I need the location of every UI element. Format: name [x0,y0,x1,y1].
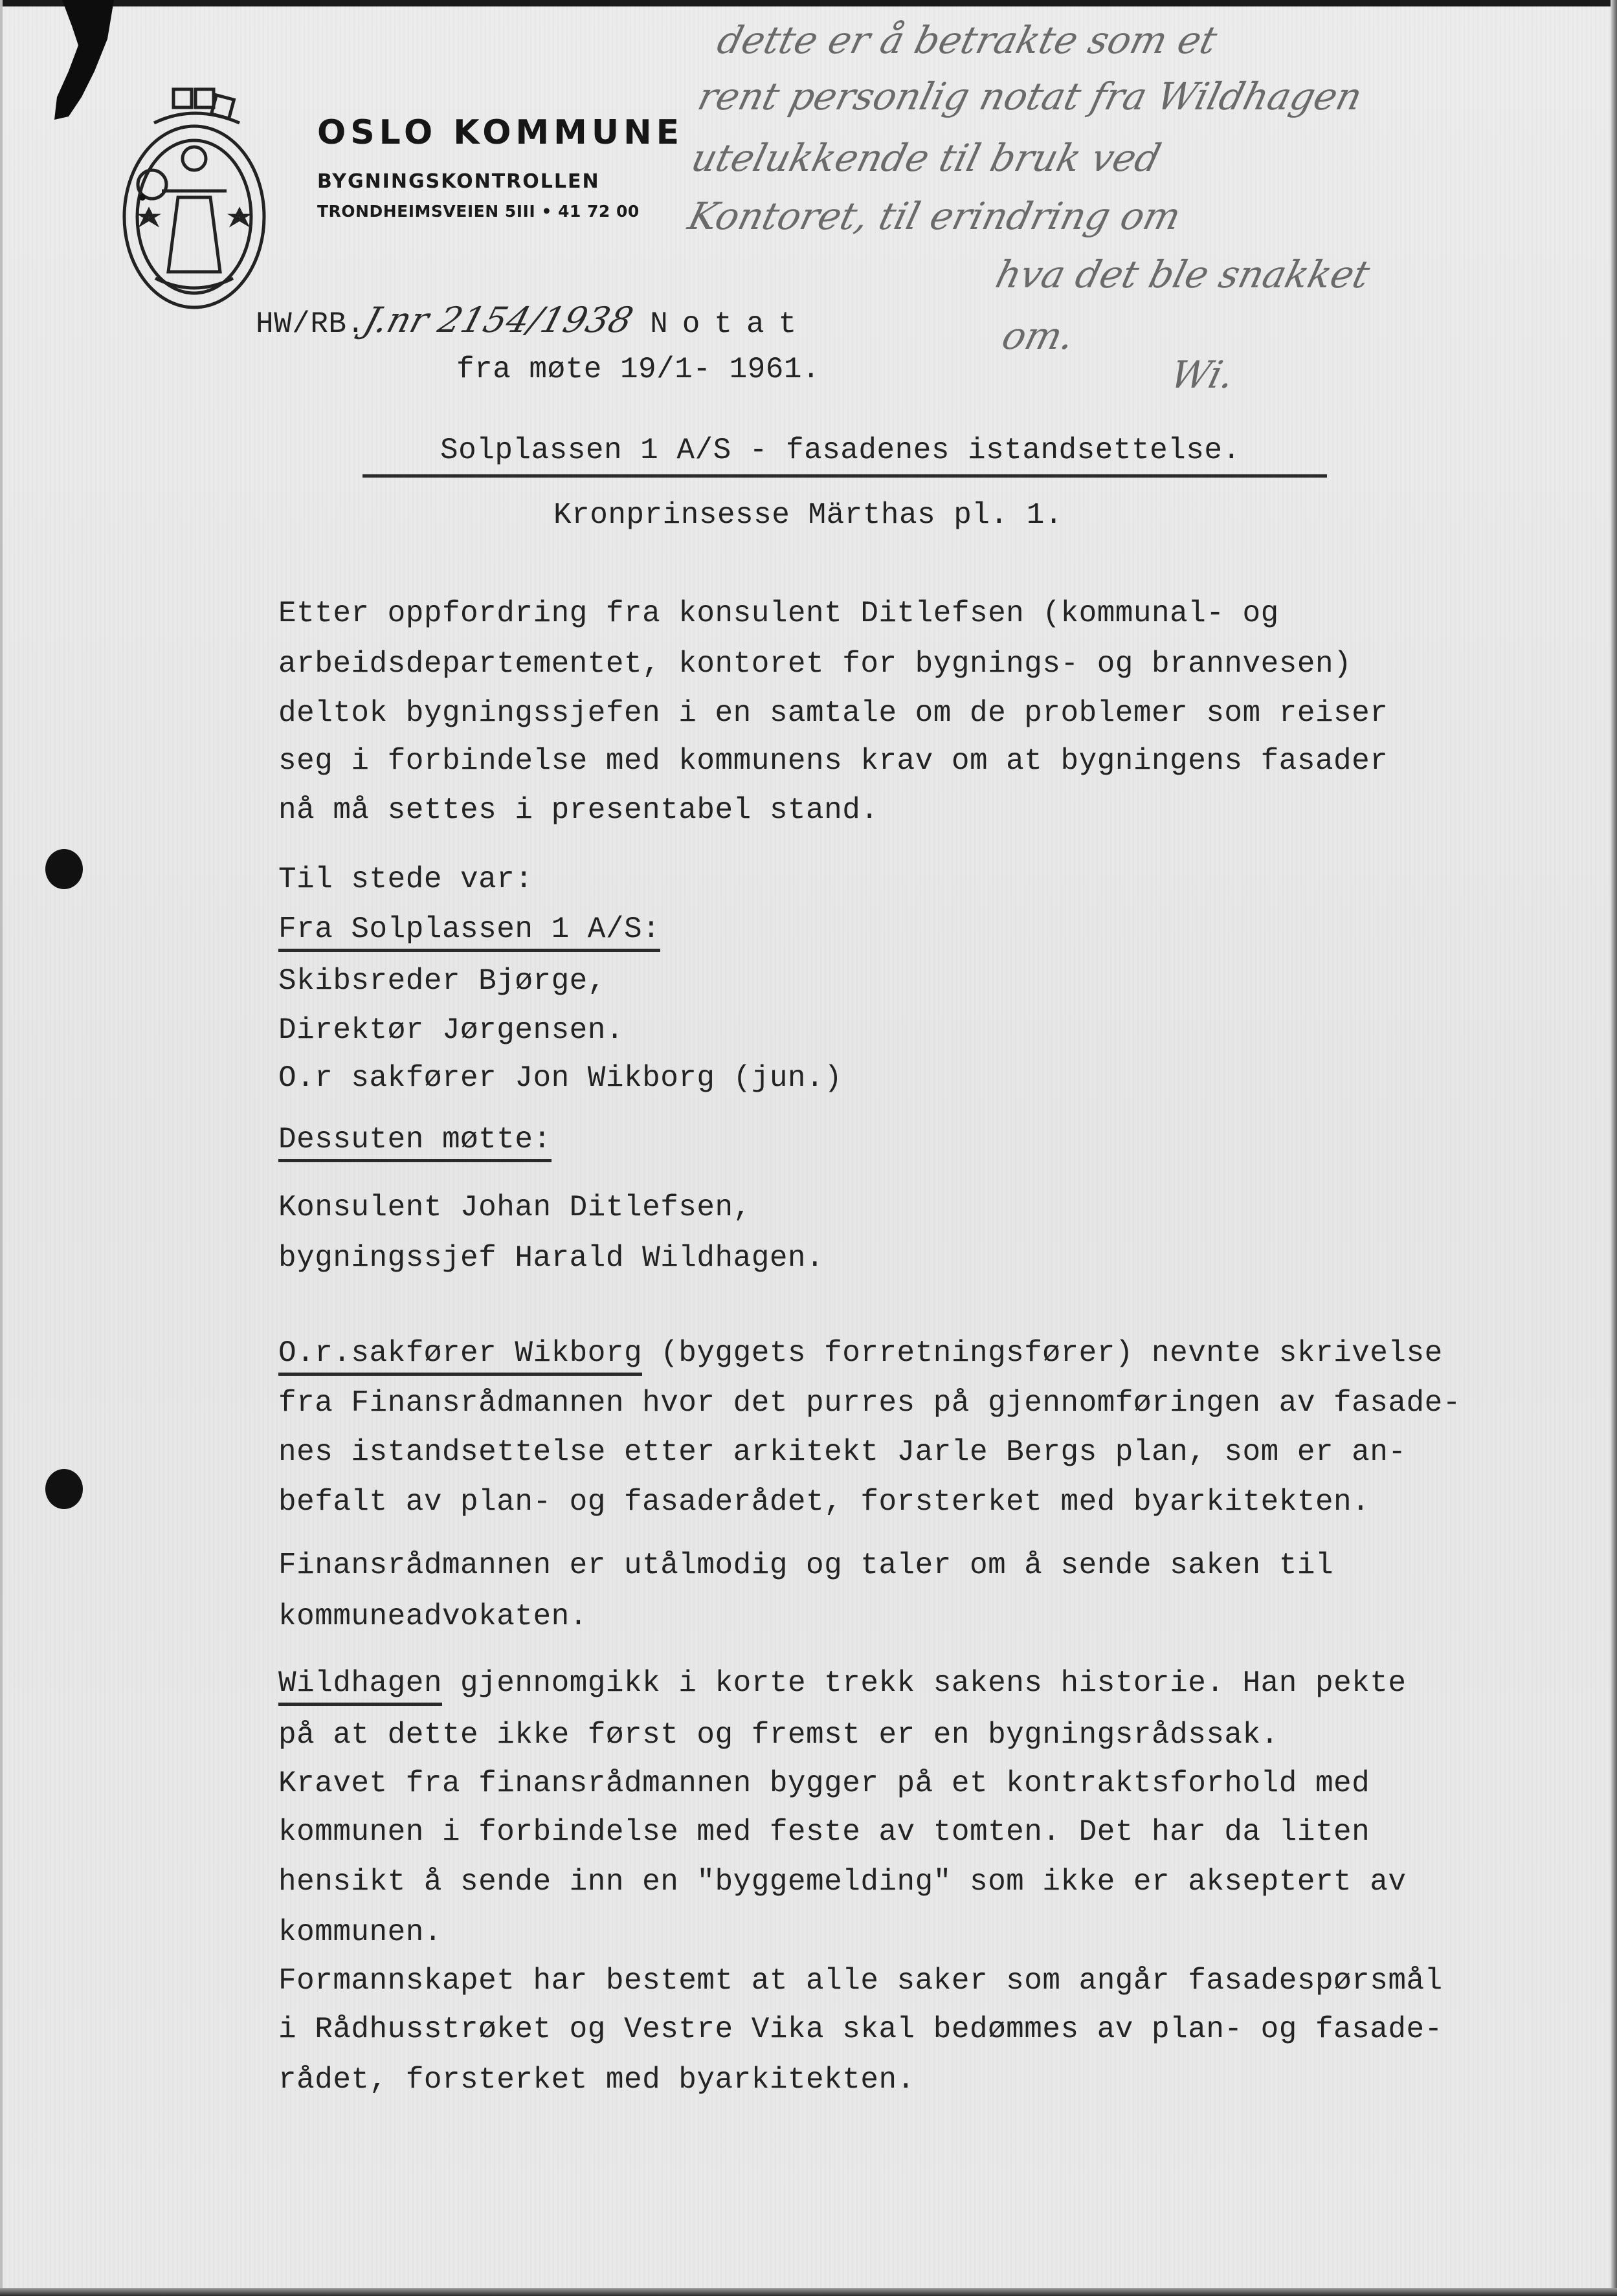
body-line: fra Finansrådmannen hvor det purres på gjennomføringen av fasade- [278,1386,1461,1420]
speaker-name: Wildhagen [278,1666,442,1706]
document-title: Solplassen 1 A/S - fasadenes istandsettelse. [440,434,1241,467]
attendee-group-heading [278,912,660,946]
body-line: seg i forbindelse med kommunens krav om at bygningens fasader [278,744,1388,778]
body-line: Finansrådmannen er utålmodig og taler om å sende saken til [278,1549,1334,1582]
handwriting-line: om. [998,314,1079,358]
letterhead [317,113,684,222]
attendee: Direktør Jørgensen. [278,1013,624,1047]
handwriting-line: Kontoret, til erindring om [684,194,1186,238]
journal-number-handwritten: J.nr 2154/1938 [359,300,638,340]
body-line: Formannskapet har bestemt at alle saker som angår fasadespørsmål [278,1964,1443,1998]
handwriting-line: rent personlig notat fra Wildhagen [693,74,1367,118]
attendees-label: Til stede var: [278,863,533,896]
body-line: kommunen i forbindelse med feste av tomten. Det har da liten [278,1815,1370,1849]
scan-left-edge [0,0,3,2296]
scan-bottom-edge [0,2288,1617,2296]
body-line [278,1666,1407,1700]
scan-right-edge [1611,0,1617,2296]
ink-stain [43,0,120,123]
body-line [278,1336,1443,1370]
body-line: kommunen. [278,1915,442,1949]
typed-reference: HW/RB. [256,307,365,341]
body-line: i Rådhusstrøket og Vestre Vika skal bedømmes av plan- og fasade- [278,2013,1443,2046]
attendee: Konsulent Johan Ditlefsen, [278,1191,752,1224]
handwriting-line: utelukkende til bruk ved [687,136,1166,180]
attendee: O.r sakfører Jon Wikborg (jun.) [278,1061,843,1095]
group-heading-text: Dessuten møtte: [278,1123,552,1162]
attendee-group-heading [278,1123,552,1156]
body-line: nå må settes i presentabel stand. [278,793,879,827]
title-underline [362,474,1327,478]
body-line: kommuneadvokaten. [278,1600,588,1633]
attendee: bygningssjef Harald Wildhagen. [278,1241,825,1275]
handwriting-line: hva det ble snakket [991,252,1374,296]
property-address: Kronprinsesse Märthas pl. 1. [553,498,1063,532]
body-line: arbeidsdepartementet, kontoret for bygnings- og brannvesen) [278,647,1352,681]
address-phone: TRONDHEIMSVEIEN 5III • 41 72 00 [317,202,640,221]
body-line: befalt av plan- og fasaderådet, forsterket med byarkitekten. [278,1485,1370,1519]
body-text: (byggets forretningsfører) nevnte skrivelse [642,1336,1443,1370]
meeting-date: fra møte 19/1- 1961. [456,353,821,386]
body-text: gjennomgikk i korte trekk sakens historie. Han pekte [441,1666,1407,1700]
organization-name: OSLO KOMMUNE [317,113,684,152]
speaker-name: O.r.sakfører Wikborg [278,1336,642,1376]
body-line: deltok bygningssjefen i en samtale om de problemer som reiser [278,696,1388,730]
scan-top-edge [0,0,1617,6]
department-name: BYGNINGSKONTROLLEN [317,170,600,193]
group-heading-text: Fra Solplassen 1 A/S: [278,912,660,952]
reference-line [256,300,810,341]
handwriting-line: dette er å betrakte som et [713,18,1221,62]
punch-hole [45,849,83,889]
oslo-city-seal-icon [117,78,272,311]
body-line: hensikt å sende inn en "byggemelding" som ikke er akseptert av [278,1865,1407,1899]
body-line: Kravet fra finansrådmannen bygger på et kontraktsforhold med [278,1767,1370,1800]
document-type: Notat [650,307,811,341]
body-line: rådet, forsterket med byarkitekten. [278,2063,915,2097]
body-line: nes istandsettelse etter arkitekt Jarle Bergs plan, som er an- [278,1435,1407,1469]
body-line: Etter oppfordring fra konsulent Ditlefsen (kommunal- og [278,597,1279,630]
attendee: Skibsreder Bjørge, [278,964,606,998]
punch-hole [45,1469,83,1509]
initials-signature: Wi. [1166,353,1240,397]
body-line: på at dette ikke først og fremst er en bygningsrådssak. [278,1718,1279,1752]
